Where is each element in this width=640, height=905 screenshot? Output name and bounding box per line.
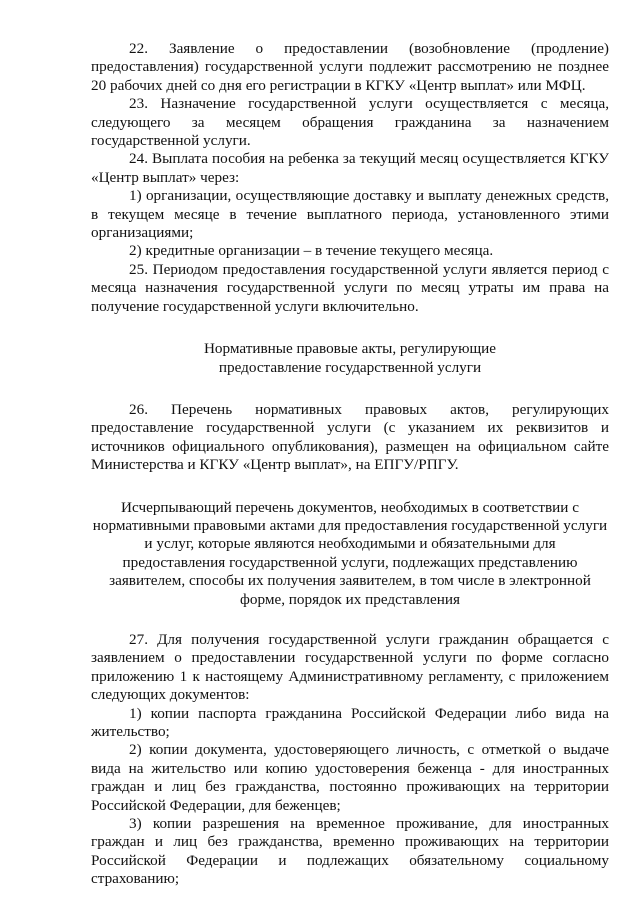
paragraph-27-item-1: 1) копии паспорта гражданина Российской Федерации либо вида на жительство; — [91, 704, 609, 740]
heading-line: Исчерпывающий перечень документов, необходимых в соответствии с — [121, 498, 579, 516]
heading-line: Нормативные правовые акты, регулирующие — [203, 340, 497, 358]
document-body — [91, 40, 609, 889]
heading-line: нормативными правовыми актами для предоставления государственной услуги — [92, 516, 608, 534]
heading-line: заявителем, способы их получения заявителем, в том числе в электронной — [109, 572, 591, 590]
heading-line: предоставление государственной услуги — [218, 358, 482, 376]
section-heading-documents-list — [91, 499, 609, 609]
paragraph-24-item-2: 2) кредитные организации – в течение текущего месяца. — [129, 242, 494, 260]
heading-line: и услуг, которые являются необходимыми и обязательными для — [144, 535, 556, 553]
paragraph-22: 22. Заявление о предоставлении (возобновление (продление) предоставления) государственной услуги подлежит рассмотрению не позднее 20 рабочих дней со дня его регистрации в КГКУ «Центр выплат» или МФЦ. — [91, 40, 609, 94]
paragraph-23: 23. Назначение государственной услуги осуществляется с месяца, следующего за месяцем обращения гражданина за назначением государственной услуги. — [91, 95, 609, 150]
paragraph-24-item-1: 1) организации, осуществляющие доставку и выплату денежных средств, в текущем месяце в течение выплатного периода, установленного этими организациями; — [91, 187, 609, 242]
section-heading-normative-acts — [91, 340, 609, 377]
paragraph-25: 25. Периодом предоставления государственной услуги является период с месяца назначения государственной услуги по месяц утраты им права на получение государственной услуги включительно. — [91, 260, 609, 315]
heading-line: форме, порядок их представления — [240, 590, 460, 608]
paragraph-27-item-3: 3) копии разрешения на временное проживание, для иностранных граждан и лиц без гражданства, временно проживающих на территории Российской Федерации и подлежащих обязательному социальному страхованию; — [91, 815, 609, 888]
paragraph-26: 26. Перечень нормативных правовых актов, регулирующих предоставление государственной услуги (с указанием их реквизитов и источников официального опубликования), размещен на официальном сайте Министерства и КГКУ «Центр выплат», на ЕПГУ/РПГУ. — [91, 400, 609, 474]
paragraph-27: 27. Для получения государственной услуги гражданин обращается с заявлением о предоставлении государственной услуги по форме согласно приложению 1 к настоящему Административному регламенту, с приложением следующих документов: — [91, 630, 609, 704]
paragraph-24: 24. Выплата пособия на ребенка за текущий месяц осуществляется КГКУ «Центр выплат» через: — [91, 150, 609, 186]
heading-line: предоставления государственной услуги, подлежащих представлению — [122, 553, 578, 571]
paragraph-27-item-2: 2) копии документа, удостоверяющего личность, с отметкой о выдаче вида на жительство или копию удостоверения беженца - для иностранных граждан и лиц без гражданства, постоянно проживающих на территории Российской Федерации, для беженцев; — [91, 741, 609, 814]
